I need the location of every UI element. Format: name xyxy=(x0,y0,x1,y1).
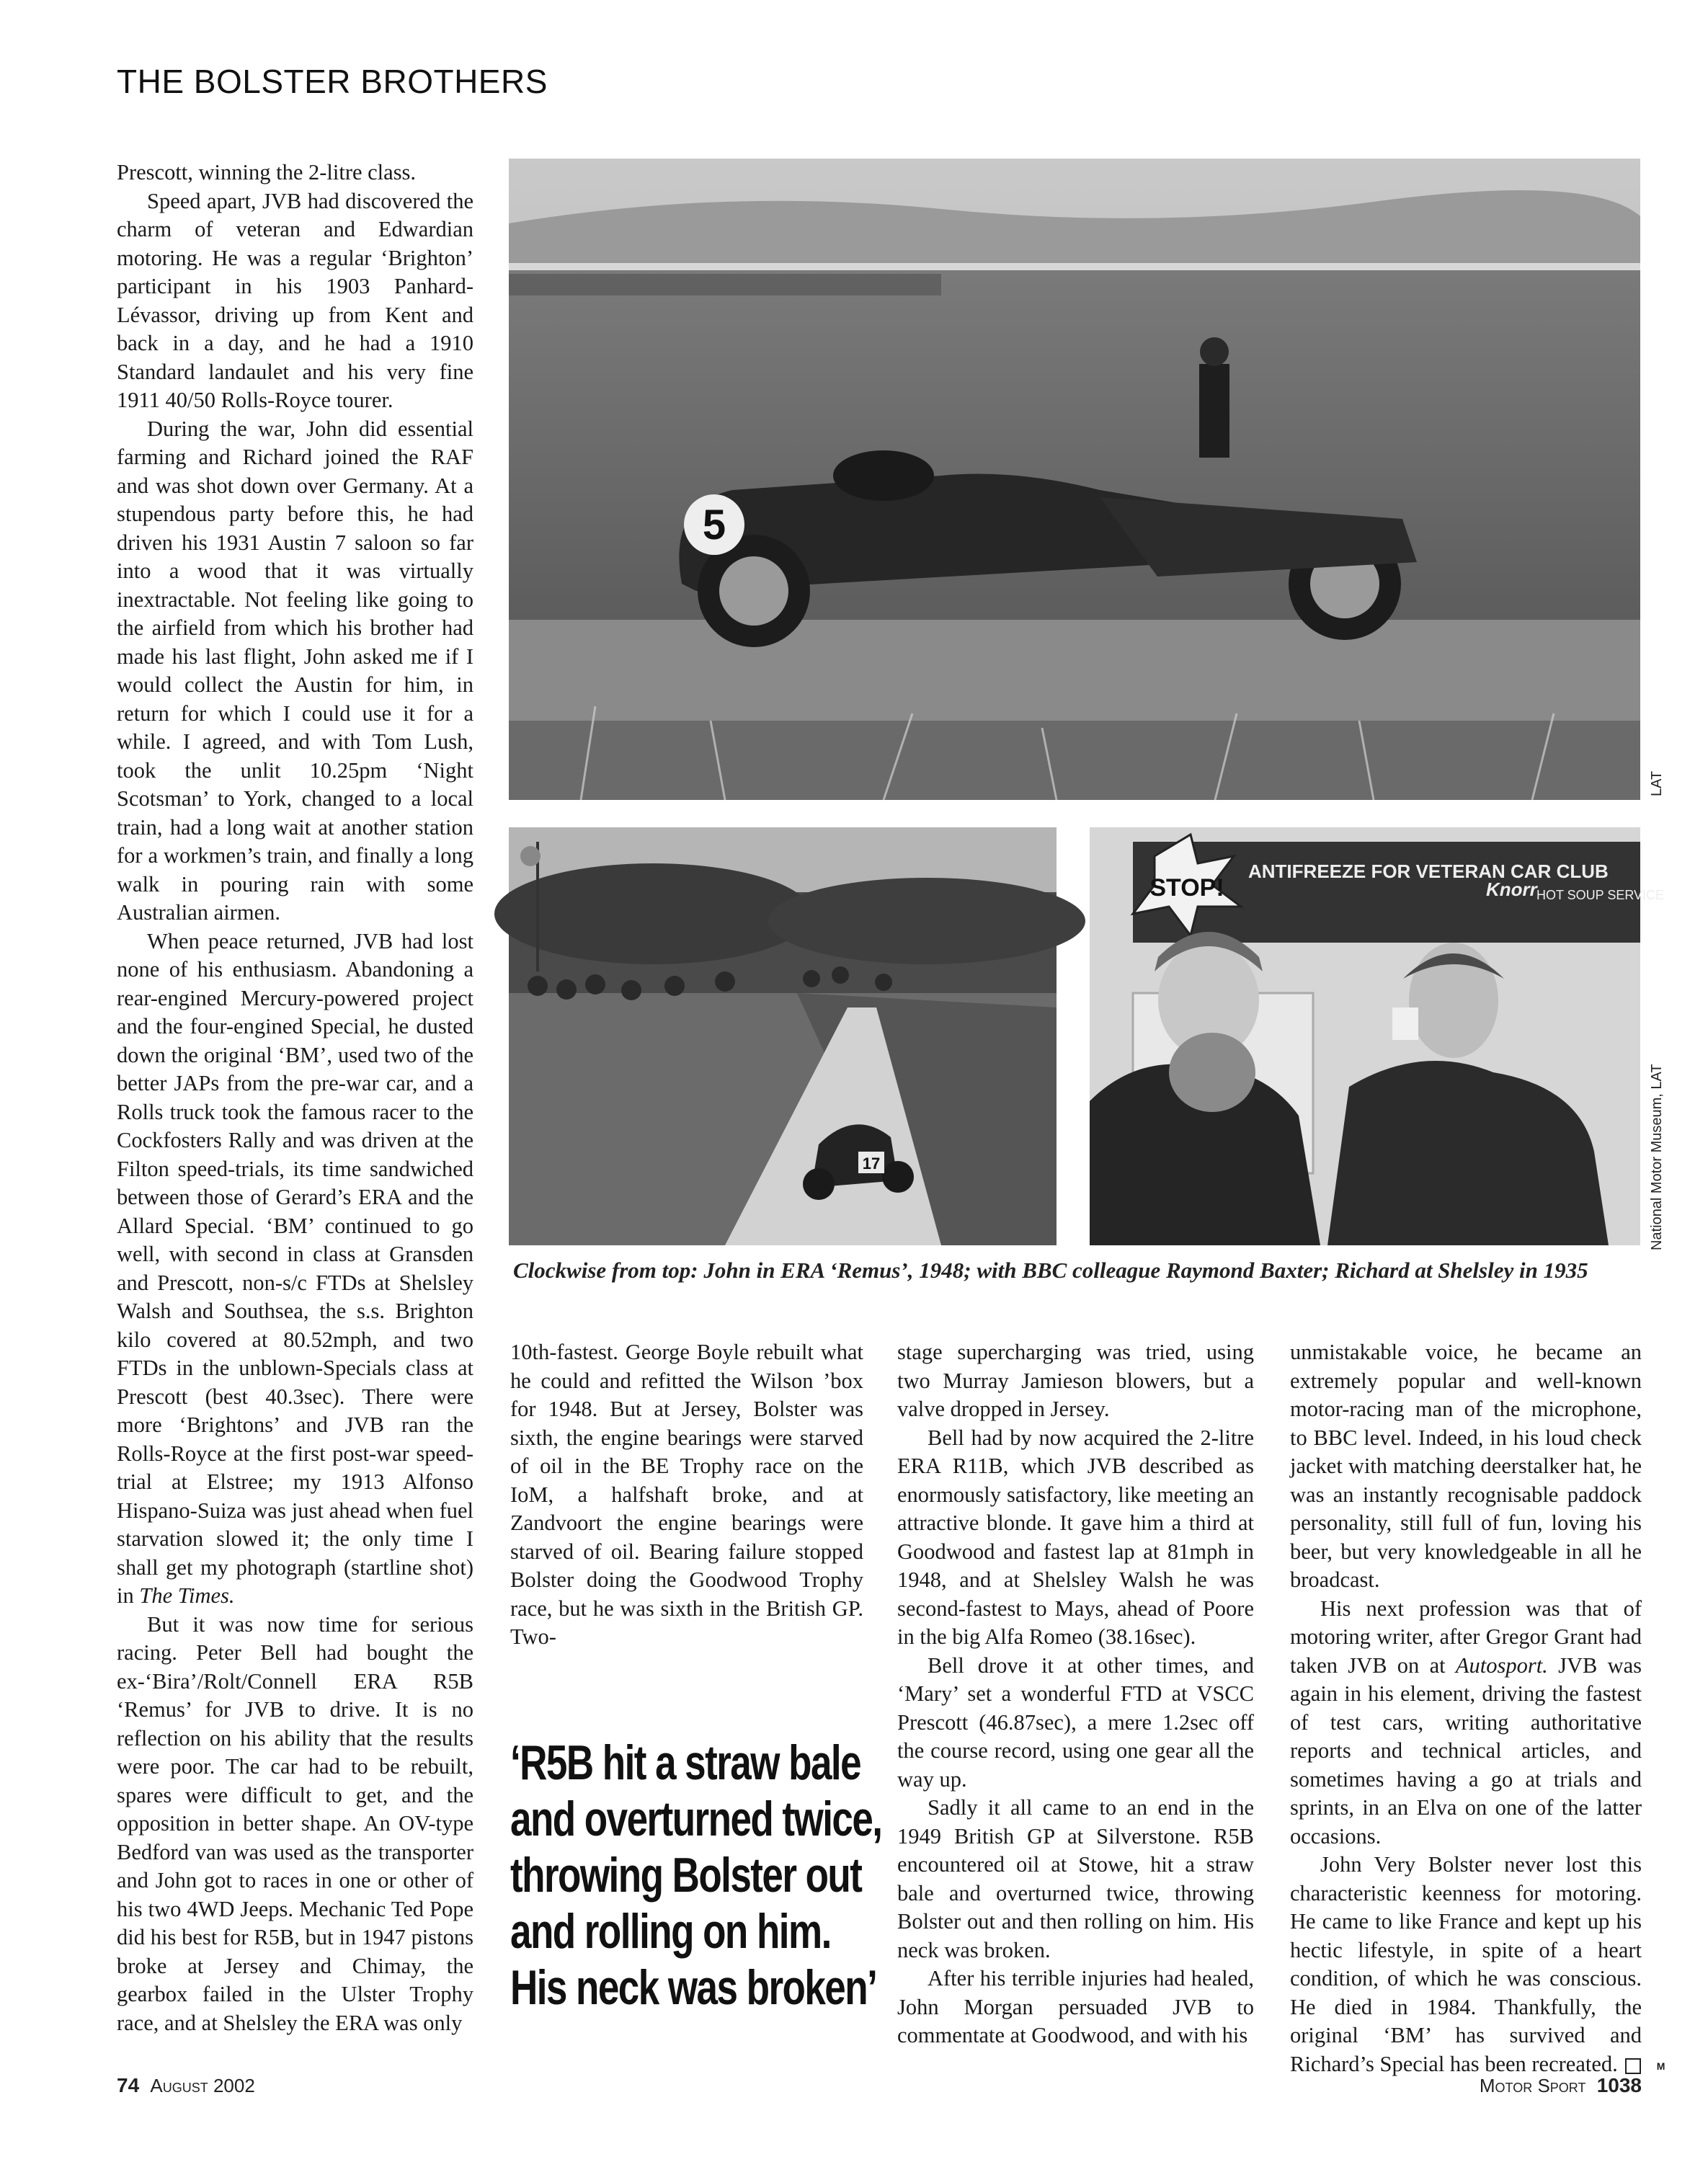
stop-sign-label: STOP! xyxy=(1149,874,1224,902)
paragraph: During the war, John did essential farming and Richard joined the RAF and was shot down over Germany. At a stupendous party before this, he had driven his 1931 Austin 7 saloon so far into a wood that it was virtually inextractable. Not feeling like going to the airfield from which his brother had made his last flight, John asked me if I would collect the Austin for him, in return for which I could use it for a while. I agreed, and with Tom Lush, took the unlit 10.25pm ‘Night Scotsman’ to York, changed to a local train, had a long wait at another station for a workmen’s train, and finally a long walk in pouring rain with some Australian airmen. xyxy=(117,416,473,925)
magazine-title: Autosport. xyxy=(1455,1652,1548,1678)
paragraph-text: John Very Bolster never lost this characteristic keenness for motoring. He came to like France and kept up his hectic lifestyle, in spite of a heart condition, of which he was conscious. He died in 1984. Thankfully, the original ‘BM’ has survived and Richard’s Special has been recreated. xyxy=(1290,1852,1642,2076)
pull-quote-line: and overturned twice, xyxy=(510,1792,882,1846)
paragraph xyxy=(1290,1595,1642,1851)
paragraph-text: His next profession was that of motoring writer, after Gregor Grant had taken JVB on at xyxy=(1290,1596,1642,1678)
footer-right xyxy=(1480,2074,1642,2097)
pull-quote-line: His neck was broken’ xyxy=(510,1960,877,2015)
footer-left xyxy=(117,2074,255,2097)
paragraph: Bell had by now acquired the 2-litre ERA R11B, which JVB described as enormously satisfactory, like meeting an attractive blonde. It gave him a third at Goodwood and fastest lap at 81mph in 1948, and at Shelsley Walsh he was second-fastest to Mays, ahead of Poore in the big Alfa Romeo (38.16sec). xyxy=(897,1425,1254,1649)
page-number: 1038 xyxy=(1596,2074,1642,2096)
article-column-2 xyxy=(510,1338,863,1652)
paragraph: Bell drove it at other times, and ‘Mary’ set a wonderful FTD at VSCC Prescott (46.87sec), a mere 1.2sec off the course record, using one gear all the way up. xyxy=(897,1652,1254,1792)
pull-quote-line: and rolling on him. xyxy=(510,1904,831,1959)
article-column-4 xyxy=(1290,1338,1665,2078)
sign-brand-label: Knorr xyxy=(1486,878,1537,900)
photo-era-remus xyxy=(509,159,1640,800)
sign-soup-label: HOT SOUP SERVICE xyxy=(1536,888,1665,902)
pull-quote-line: throwing Bolster out xyxy=(510,1848,862,1903)
newspaper-title: The Times. xyxy=(139,1583,235,1608)
paragraph-text: JVB was again in his element, driving the fastest of test cars, writing authoritative reports and technical articles, and sometimes having a go at trials and sprints, in an Elva on one of the latter occasions. xyxy=(1290,1652,1642,1849)
paragraph xyxy=(1290,1851,1665,2078)
article-column-3 xyxy=(897,1338,1254,2050)
paragraph xyxy=(117,927,473,1611)
paragraph: Prescott, winning the 2-litre class. xyxy=(117,160,417,184)
car-number-label: 5 xyxy=(702,502,726,548)
paragraph: But it was now time for serious racing. Peter Bell had bought the ex-‘Bira’/Rolt/Connell ERA R5B ‘Remus’ for JVB to drive. It is no reflection on his ability that the results were poor. The car had to be rebuilt, spares were difficult to get, and the opposition in better shape. An OV-type Bedford van was used as the transporter and John got to races in one or other of his two 4WD Jeeps. Mechanic Ted Pope did his best for R5B, but in 1947 pistons broke at Jersey and Chimay, the gearbox failed in the Ulster Trophy race, and at Shelsley the ERA was only xyxy=(117,1611,473,2035)
paragraph-text: When peace returned, JVB had lost none of his enthusiasm. Abandoning a rear-engined Mercury-powered project and the four-engined Special, he dusted down the original ‘BM’, used two of the better JAPs from the pre-war car, and a Rolls truck took the famous racer to the Cockfosters Rally and was driven at the Filton speed-trials, its time sandwiched between those of Gerard’s ERA and the Allard Special. ‘BM’ continued to go well, with second in class at Gransden and Prescott, non-s/c FTDs at Shelsley Walsh and Southsea, the s.s. Brighton kilo covered at 80.52mph, and two FTDs in the unblown-Specials class at Prescott (best 40.3sec). There were more ‘Brightons’ and JVB ran the Rolls-Royce at the first post-war speed-trial at Elstree; my 1913 Alfonso Hispano-Suiza was just ahead when fuel starvation slowed it; the only time I shall get my photograph (startline shot) in xyxy=(117,928,473,1608)
paragraph: unmistakable voice, he became an extremely popular and well-known motor-racing man of the microphone, to BBC level. Indeed, in his loud check jacket with matching deerstalker hat, he was an instantly recognisable paddock personality, still full of fun, loving his beer, but very knowledgeable in all he broadcast. xyxy=(1290,1340,1642,1592)
paragraph: stage supercharging was tried, using two Murray Jamieson blowers, but a valve dropped in Jersey. xyxy=(897,1340,1254,1421)
paragraph: After his terrible injuries had healed, John Morgan persuaded JVB to commentate at Goodwood, and with his xyxy=(897,1966,1254,2047)
article-column-1 xyxy=(117,159,473,2037)
sign-text-label: ANTIFREEZE FOR VETERAN CAR CLUB xyxy=(1248,860,1609,882)
page-title: THE BOLSTER BROTHERS xyxy=(117,63,548,100)
photo-shelsley-1935 xyxy=(509,827,1057,1245)
pull-quote-line: ‘R5B hit a straw bale xyxy=(510,1735,861,1790)
paragraph: 10th-fastest. George Boyle rebuilt what he could and refitted the Wilson ’box for 1948. But at Jersey, Bolster was sixth, the engine bearings were starved of oil in the BE Trophy race on the IoM, a halfshaft broke, and at Zandvoort the engine bearings were starved of oil. Bearing failure stopped Bolster doing the Goodwood Trophy race, but he was sixth in the British GP. Two- xyxy=(510,1340,863,1649)
paragraph: Speed apart, JVB had discovered the charm of veteran and Edwardian motoring. He was a regular ‘Brighton’ participant in his 1903 Panhard-Lévassor, driving up from Kent and back in a day, and he had a 1910 Standard landaulet and his very fine 1911 40/50 Rolls-Royce tourer. xyxy=(117,188,473,412)
paragraph: Sadly it all came to an end in the 1949 British GP at Silverstone. R5B encountered oil at Stowe, hit a straw bale and overturned twice, throwing Bolster out and then rolling on him. His neck was broken. xyxy=(897,1795,1254,1962)
magazine-name: Motor Sport xyxy=(1479,2075,1586,2096)
photo-credit: LAT xyxy=(1649,770,1665,796)
pull-quote xyxy=(510,1735,882,2016)
issue-date: August 2002 xyxy=(150,2075,255,2096)
car-number-label: 17 xyxy=(862,1155,881,1173)
photo-credit: National Motor Museum, LAT xyxy=(1649,1064,1665,1250)
end-mark-icon: M xyxy=(1625,2058,1641,2074)
photo-caption: Clockwise from top: John in ERA ‘Remus’, 1948; with BBC colleague Raymond Baxter; Richard at Shelsley in 1935 xyxy=(513,1258,1588,1283)
page-number: 74 xyxy=(117,2074,140,2096)
